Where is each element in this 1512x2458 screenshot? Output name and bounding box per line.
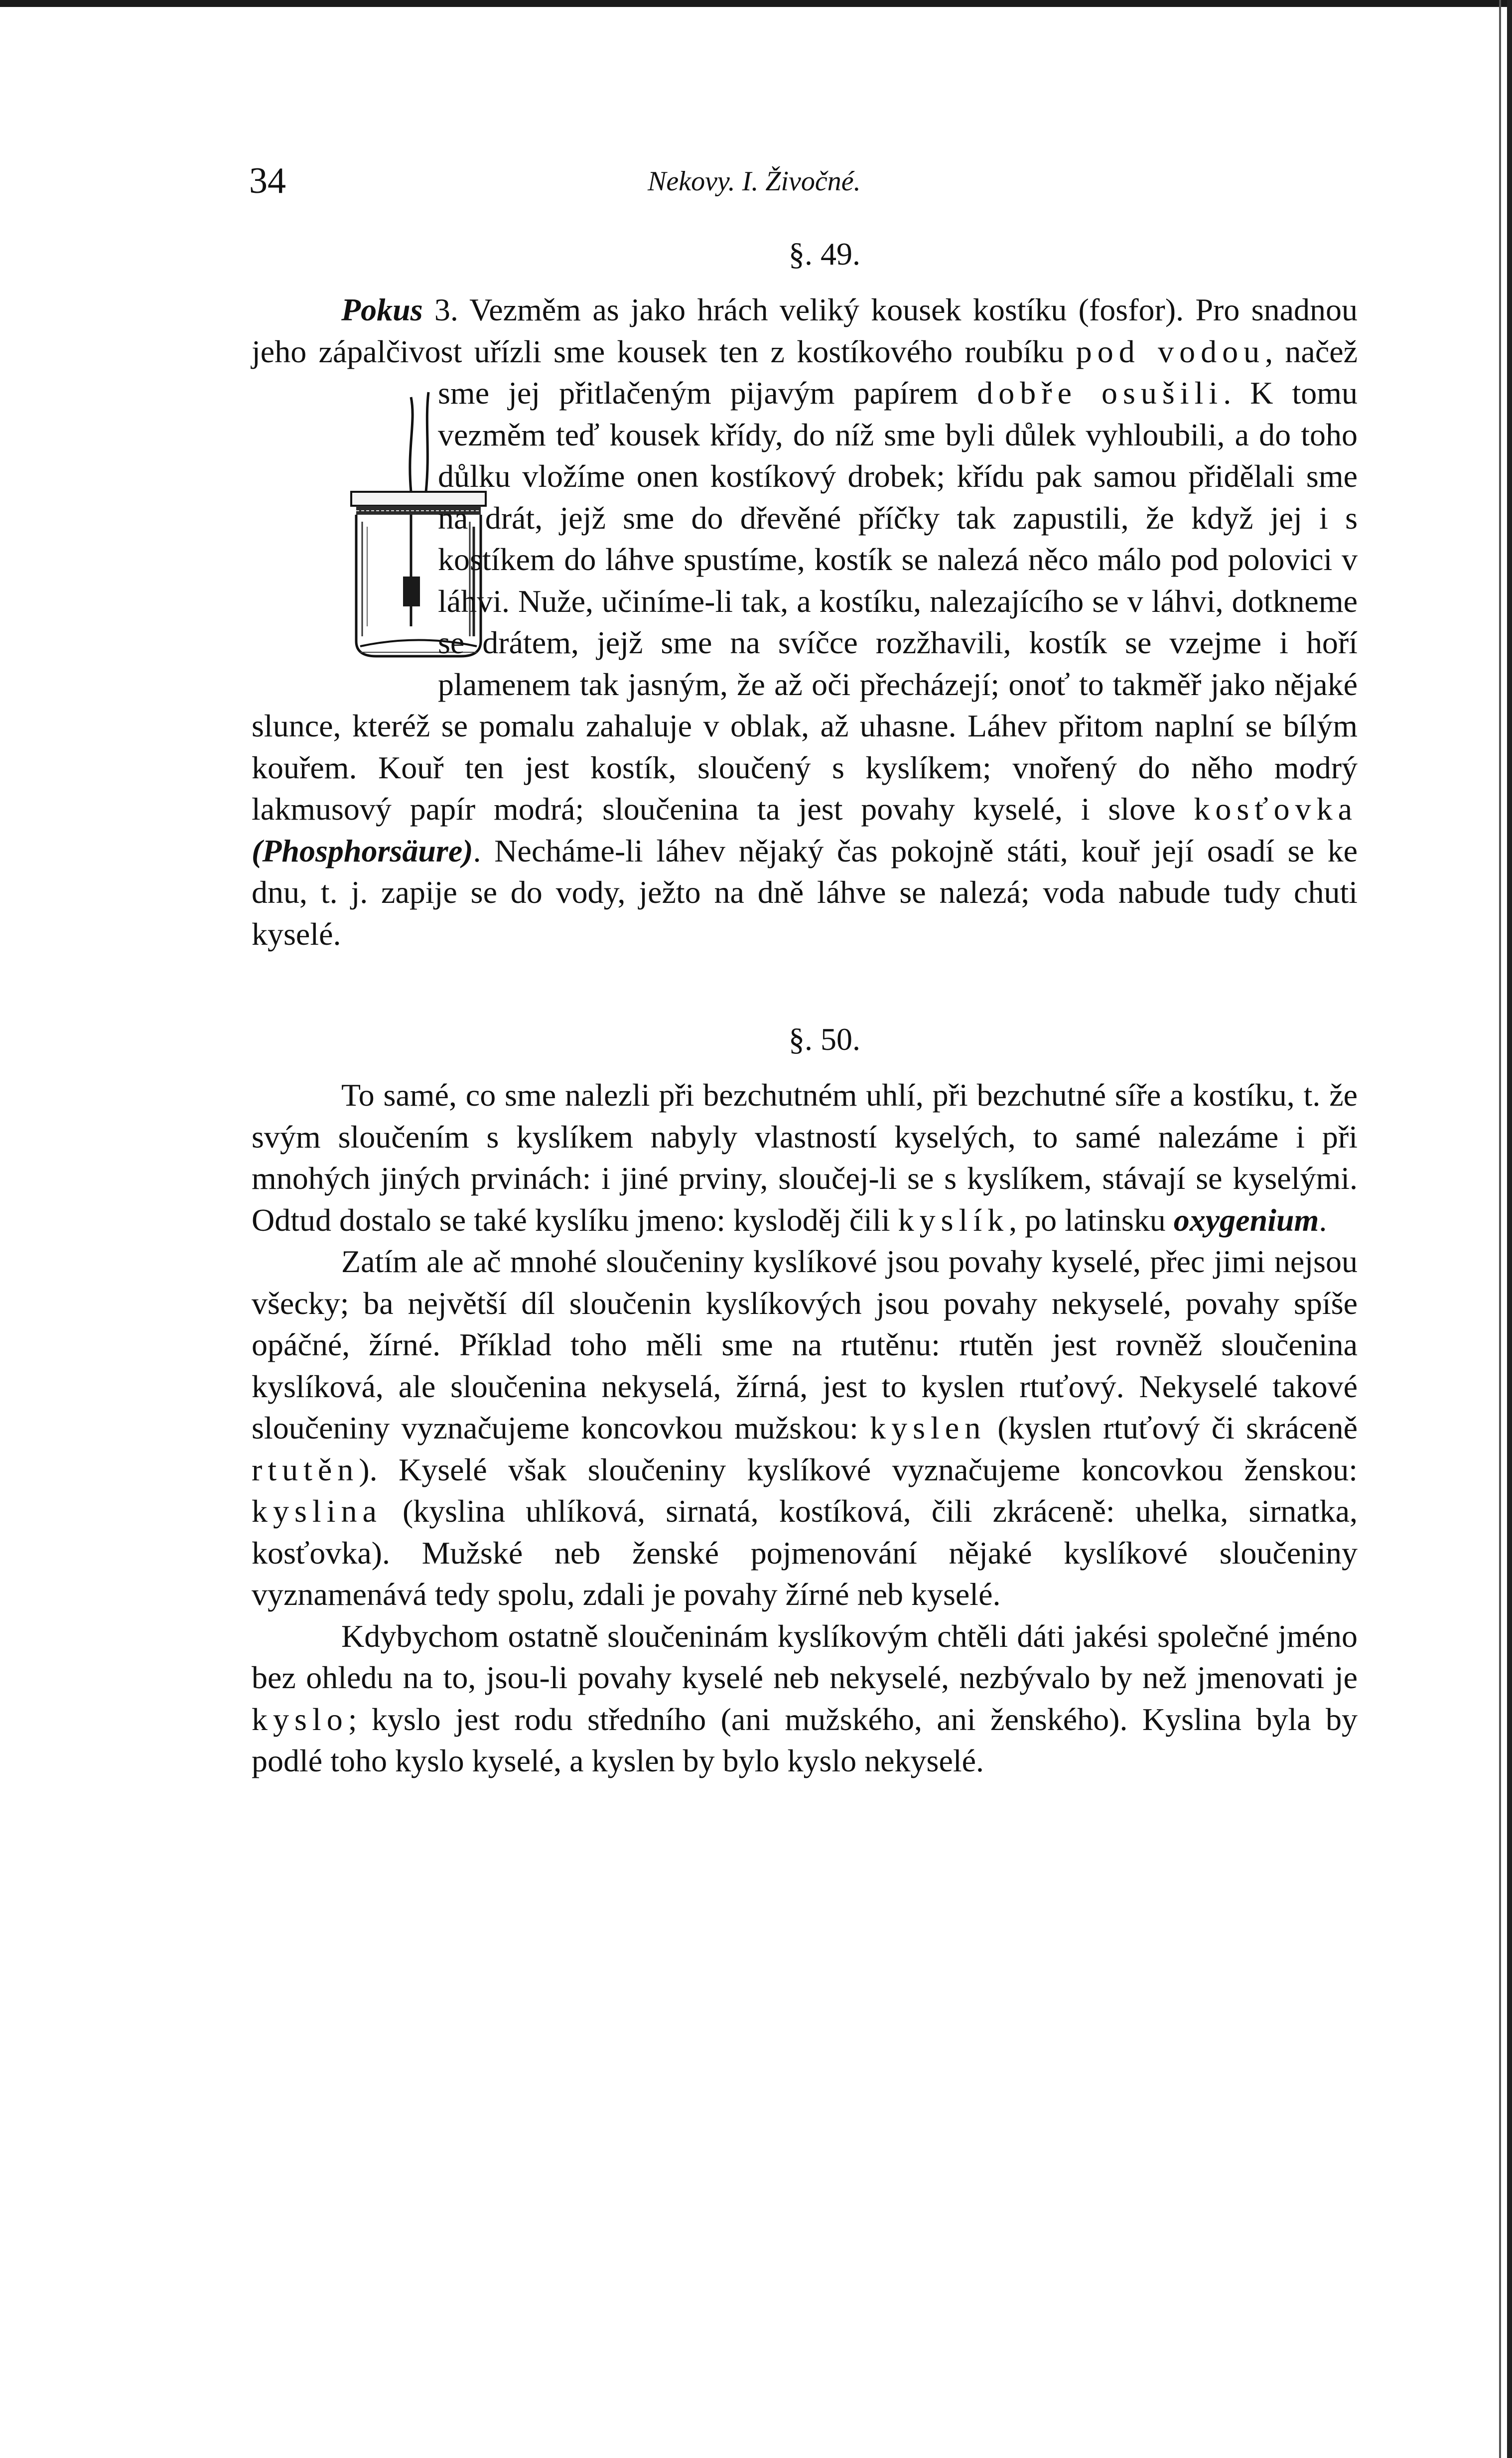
- latin-phosphorsaure: (Phosphorsäure): [252, 833, 473, 868]
- emphasis-kyslik: kyslík: [898, 1202, 1009, 1238]
- emphasis-kyslen: kyslen: [870, 1410, 986, 1446]
- emphasis-kyslo: kyslo: [252, 1701, 348, 1737]
- running-head: Nekovy. I. Živočné.: [648, 166, 861, 197]
- page-number: 34: [249, 160, 286, 201]
- emphasis-dobre-osusili: dobře osušili: [977, 375, 1224, 411]
- flask-illustration: [252, 377, 426, 676]
- emphasis-kostovka: kosťovka: [1194, 791, 1358, 827]
- latin-oxygenium: oxygenium: [1173, 1202, 1319, 1238]
- section-49-heading: §. 49.: [789, 236, 860, 272]
- page-header: [249, 158, 1358, 203]
- section-50-paragraph-2: Zatím ale ač mnohé sloučeniny kyslíkové jsou povahy kyselé, přec jimi nejsou všecky; ba největší díl sloučenin kyslíkových jsou povahy nekyselé, povahy spíše opáčné, žírné. Příklad toho měli sme na rtutěnu: rtutěn jest rovněž sloučenina kyslíková, ale sloučenina nekyselá, žírná, jest to kyslen rtuťový. Nekyselé takové sloučeniny vyznačujeme koncovkou mužskou: kyslen (kyslen rtuťový či skráceně rtutěn). Kyselé však sloučeniny kyslíkové vyznačujeme koncovkou ženskou: kyslina (kyslina uhlíková, sirnatá, kostíková, čili zkráceně: uhelka, sirnatka, kosťovka). Mužské neb ženské pojmenování nějaké kyslíkové sloučeniny vyznamenává tedy spolu, zdali je povahy žírné neb kyselé.: [252, 1244, 1358, 1612]
- section-50-paragraph-3: Kdybychom ostatně sloučeninám kyslíkovým chtěli dáti jakési společné jméno bez ohledu na to, jsou-li povahy kyselé neb nekyselé, nezbývalo by než jmenovati je kyslo; kyslo jest rodu středního (ani mužského, ani ženského). Kyslina byla by podlé toho kyslo kyselé, a kyslen by bylo kyslo nekyselé.: [252, 1618, 1358, 1778]
- emphasis-pod-vodou: pod vodou: [1076, 333, 1265, 369]
- page-edge-right-inner: [1499, 0, 1501, 2458]
- section-50-heading: §. 50.: [789, 1021, 860, 1057]
- pokus-label: Pokus: [341, 292, 423, 327]
- page-edge-top: [0, 0, 1512, 7]
- emphasis-kyslina: kyslina: [252, 1493, 382, 1529]
- page-edge-right: [1507, 0, 1512, 2458]
- emphasis-rtuten: rtutěn: [252, 1451, 359, 1487]
- section-49-paragraph: Pokus 3. Vezměm as jako hrách veliký kousek kostíku (fosfor). Pro snadnou jeho zápalčivost uřízli sme kousek ten z kostíkového roubíku pod vodou, načež sme jej přitlačeným pijavým papírem dobře osušili . K tomu vezměm teď kousek křídy, do níž sme byli důlek vyhloubili, a do toho důlku vložíme onen kostíkový drobek; křídu pak samou přidělali sme na drát, jejž sme do dřevěné příčky tak zapustili, že když jej i s kostíkem do láhve spustíme, kostík se nalezá něco málo pod polovici v láhvi. Nuže, učiníme-li tak, a kostíku, nalezajícího se v láhvi, dotkneme se drátem, jejž sme na svíčce rozžhavili, kostík se vzejme i hoří plamenem tak jasným, že až oči přecházejí; onoť to takměř jako nějaké slunce, kteréž se pomalu zahaluje v oblak, až uhasne. Láhev přitom naplní se bílým kouřem. Kouř ten jest kostík, sloučený s kyslíkem; vnořený do něho modrý lakmusový papír modrá; sloučenina ta jest povahy kyselé, i slove kosťovka (Phosphorsäure). Necháme-li láhev nějaký čas pokojně státi, kouř její osadí se ke dnu, t. j. zapije se do vody, ježto na dně láhve se nalezá; voda nabude tudy chuti kyselé.: [252, 292, 1358, 952]
- page-content: [252, 229, 1358, 1782]
- section-50-paragraph-1: To samé, co sme nalezli při bezchutném uhlí, při bezchutné síře a kostíku, t. že svým sloučením s kyslíkem nabyly vlastností kyselých, to samé nalezáme i při mnohých jiných prvinách: i jiné prviny, sloučej-li se s kyslíkem, stávají se kyselými. Odtud dostalo se také kyslíku jmeno: kysloděj čili kyslík, po latinsku oxygenium.: [252, 1077, 1358, 1238]
